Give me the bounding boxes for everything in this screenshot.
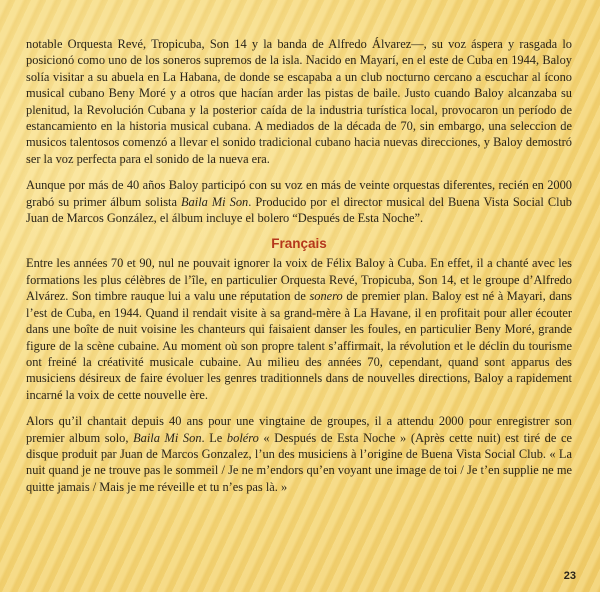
french-p2-text-b: . Le <box>201 430 227 445</box>
french-p2-text-a: Alors qu’il chantait depuis 40 ans pour une vingtaine de groupes, il a attendu 2000 pour enregistrer son premier album solo, <box>26 414 572 445</box>
french-paragraph-1 <box>26 255 572 403</box>
page-content <box>26 36 572 505</box>
french-sonero-term: sonero <box>309 289 343 304</box>
french-p1-text-b: de premier plan. Baloy est né à Mayari, dans l’est de Cuba, en 1944. Quand il rendait visite à sa grand-mère à La Havane, il en profitait pour aller écouter dans une boîte de nuit voisine les chanteurs qui faisaient danser les foules, en particulier Beny Moré, grande figure de la scène cubaine. Au moment où son propre talent s’affirmait, la révolution et le déclin du tourisme ont freiné la créativité musicale cubaine. Au milieu des années 70, cependant, quand sont apparus des musiciens désireux de faire évoluer les genres traditionnels dans de nouvelles directions, Baloy a rapidement incarné la voix de cette nouvelle ère. <box>26 289 572 402</box>
french-album-title: Baila Mi Son <box>133 430 202 445</box>
spanish-p2-text-b: . Producido por el director musical del Buena Vista Social Club Juan de Marcos González, el álbum incluye el bolero “Después de Esta Noche”. <box>26 194 572 226</box>
spanish-paragraph-1: notable Orquesta Revé, Tropicuba, Son 14 y la banda de Alfredo Álvarez—, su voz áspera y rasgada lo posicionó como uno de los soneros supremos de la isla. Nacido en Mayarí, en el este de Cuba en 1944, Baloy solía visitar a su abuela en La Habana, de donde se escapaba a un club nocturno cercano a escuchar al ícono musical cubano Beny Moré y a otros que hacían arder las pistas de baile. Justo cuando Baloy alcanzaba su plenitud, la Revolución Cubana y la posterior caída de la industria turística local, provocaron un período de estancamiento en la historia musical cubana. A mediados de la década de 70, sin embargo, una seleccion de musicos talentosos comenzó a llevar el sonido tradicional cubano hacia nuevas direcciones, y Baloy demostró ser la voz perfecta para el sonido de la nueva era. <box>26 37 572 166</box>
french-paragraph-2 <box>26 413 572 495</box>
spanish-album-title: Baila Mi Son <box>180 194 249 209</box>
french-section-title: Français <box>271 236 327 252</box>
spanish-paragraph-2 <box>26 177 572 226</box>
page-number: 23 <box>563 570 576 582</box>
french-p1-text-a: Entre les années 70 et 90, nul ne pouvait ignorer la voix de Félix Baloy à Cuba. En effet, il a chanté avec les formations les plus célèbres de l’île, en particulier Orquesta Revé, Tropicuba, Son 14, et le groupe d’Alfredo Alvárez. Son timbre rauque lui a valu une réputation de <box>26 256 572 304</box>
spanish-p2-text-a: Aunque por más de 40 años Baloy participó con su voz en más de veinte orquestas diferentes, recién en 2000 grabó su primer álbum solista <box>26 178 572 209</box>
french-bolero-term: boléro <box>226 430 259 445</box>
french-p2-text-c: « Después de Esta Noche » (Après cette nuit) est tiré de ce disque produit par Juan de Marcos Gonzalez, l’un des musiciens à l’origine de Buena Vista Social Club. « La nuit quand je ne trouve pas le sommeil / Je ne m’endors qu’en voyant une image de toi / Je t’en supplie ne me quitte jamais / Mais je me réveille et tu n’es pas là. » <box>26 430 572 494</box>
